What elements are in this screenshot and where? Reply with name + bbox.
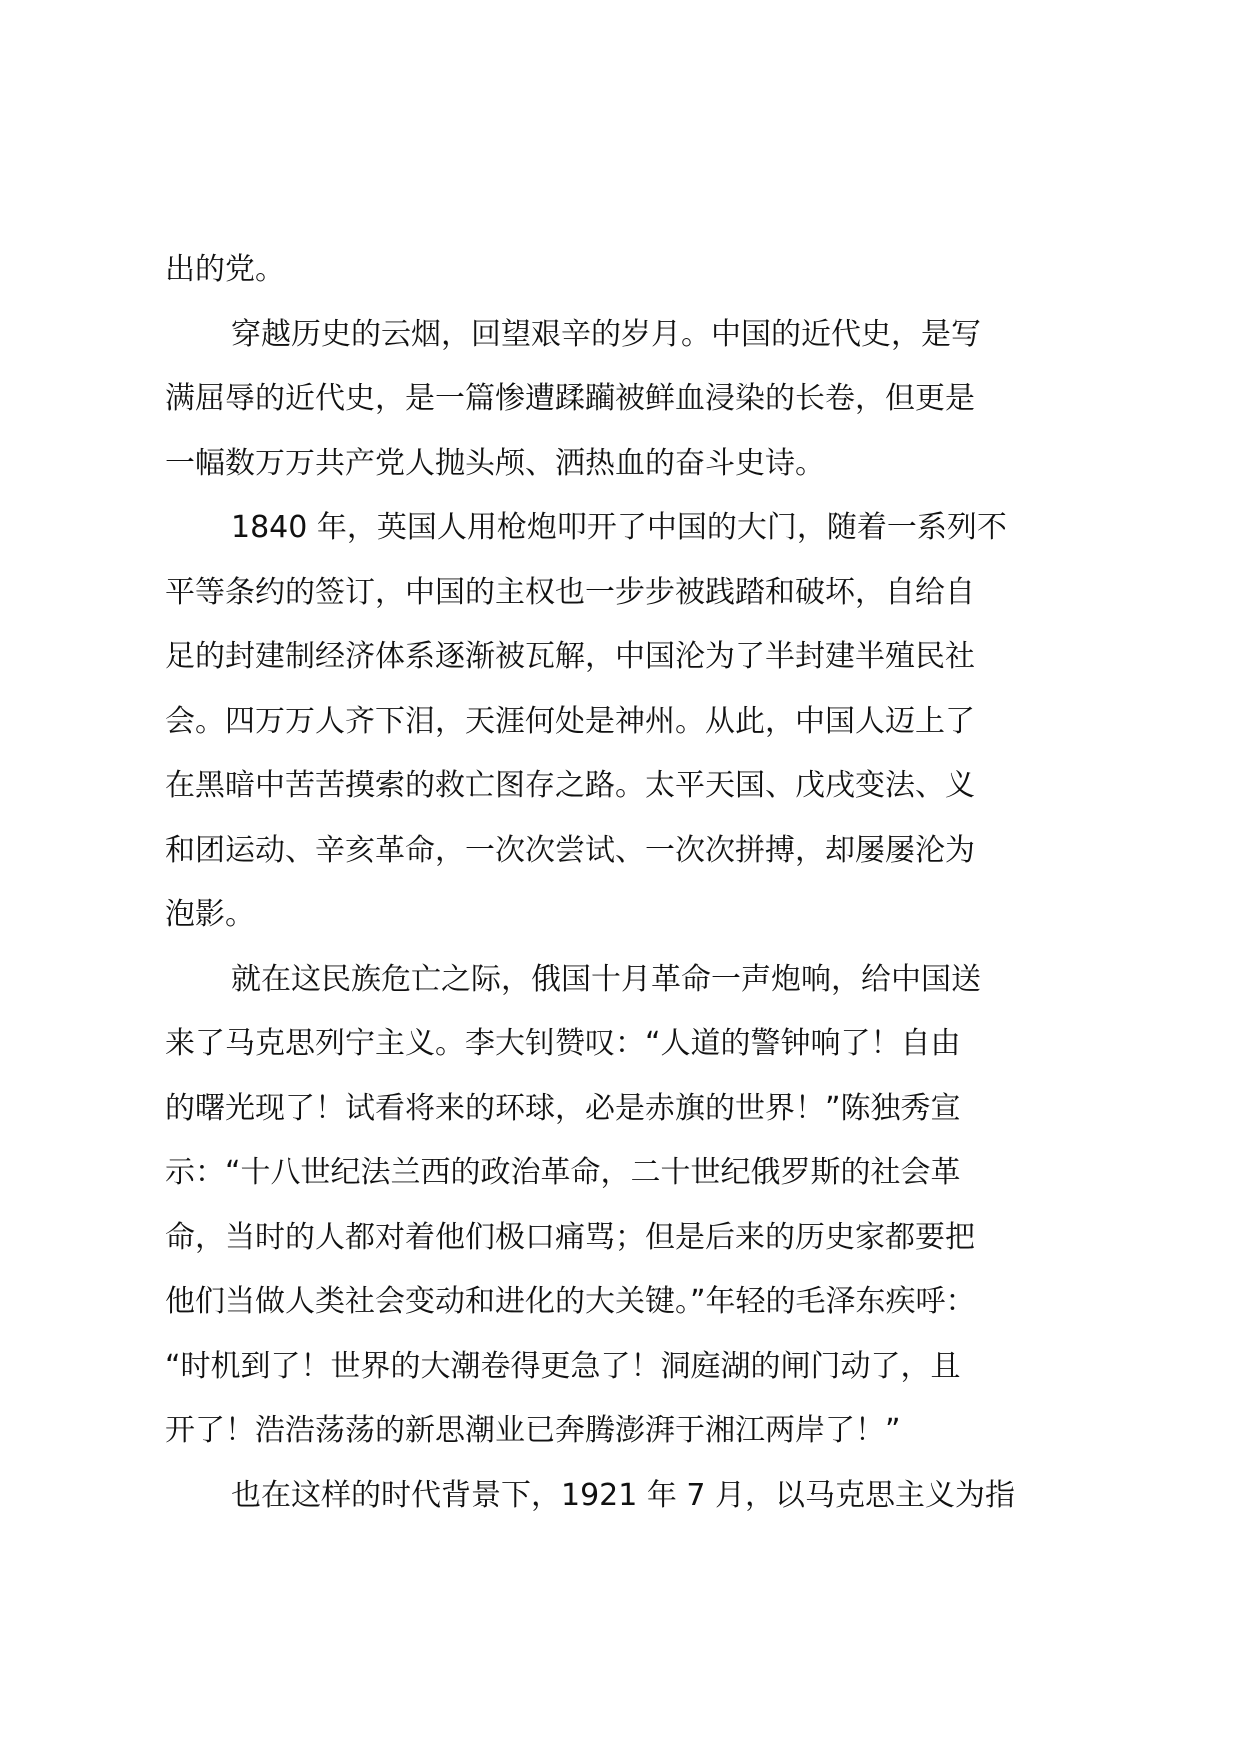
text-line: 出的党。 xyxy=(165,252,285,287)
text-line: 平等条约的签订，中国的主权也一步步被践踏和破坏，自给自 xyxy=(165,574,975,610)
text-line: 也在这样的时代背景下，1921 年 7 月，以马克思主义为指 xyxy=(231,1477,1016,1513)
text-line: 一幅数万万共产党人抛头颅、洒热血的奋斗史诗。 xyxy=(165,445,825,481)
body-text xyxy=(165,238,1085,1528)
text-line: 他们当做人类社会变动和进化的大关键。”年轻的毛泽东疾呼： xyxy=(165,1284,976,1319)
text-line: 泡影。 xyxy=(165,897,255,932)
paragraph-continuation xyxy=(165,238,1085,303)
text-line: 穿越历史的云烟，回望艰辛的岁月。中国的近代史，是写 xyxy=(231,316,981,352)
text-line: 会。四万万人齐下泪，天涯何处是神州。从此，中国人迈上了 xyxy=(165,703,975,739)
paragraph-modern-history xyxy=(165,303,1085,497)
text-line: 足的封建制经济体系逐渐被瓦解，中国沦为了半封建半殖民社 xyxy=(165,639,975,674)
paragraph-october-revolution xyxy=(165,948,1085,1464)
text-line: “时机到了！世界的大潮卷得更急了！洞庭湖的闸门动了，且 xyxy=(165,1348,961,1384)
text-line: 命，当时的人都对着他们极口痛骂；但是后来的历史家都要把 xyxy=(165,1219,975,1255)
paragraph-1921 xyxy=(165,1464,1085,1529)
text-line: 来了马克思列宁主义。李大钊赞叹：“人道的警钟响了！自由 xyxy=(165,1026,961,1061)
text-line: 的曙光现了！试看将来的环球，必是赤旗的世界！”陈独秀宣 xyxy=(165,1090,961,1126)
text-line: 就在这民族危亡之际，俄国十月革命一声炮响，给中国送 xyxy=(231,961,981,997)
paragraph-1840 xyxy=(165,496,1085,948)
text-line: 示：“十八世纪法兰西的政治革命，二十世纪俄罗斯的社会革 xyxy=(165,1155,961,1190)
text-line: 在黑暗中苦苦摸索的救亡图存之路。太平天国、戊戌变法、义 xyxy=(165,768,975,803)
text-line: 满屈辱的近代史，是一篇惨遭蹂躏被鲜血浸染的长卷，但更是 xyxy=(165,381,975,416)
text-line: 1840 年，英国人用枪炮叩开了中国的大门，随着一系列不 xyxy=(231,510,1007,545)
text-line: 和团运动、辛亥革命，一次次尝试、一次次拼搏，却屡屡沦为 xyxy=(165,832,975,868)
text-line: 开了！浩浩荡荡的新思潮业已奔腾澎湃于湘江两岸了！” xyxy=(165,1413,901,1448)
